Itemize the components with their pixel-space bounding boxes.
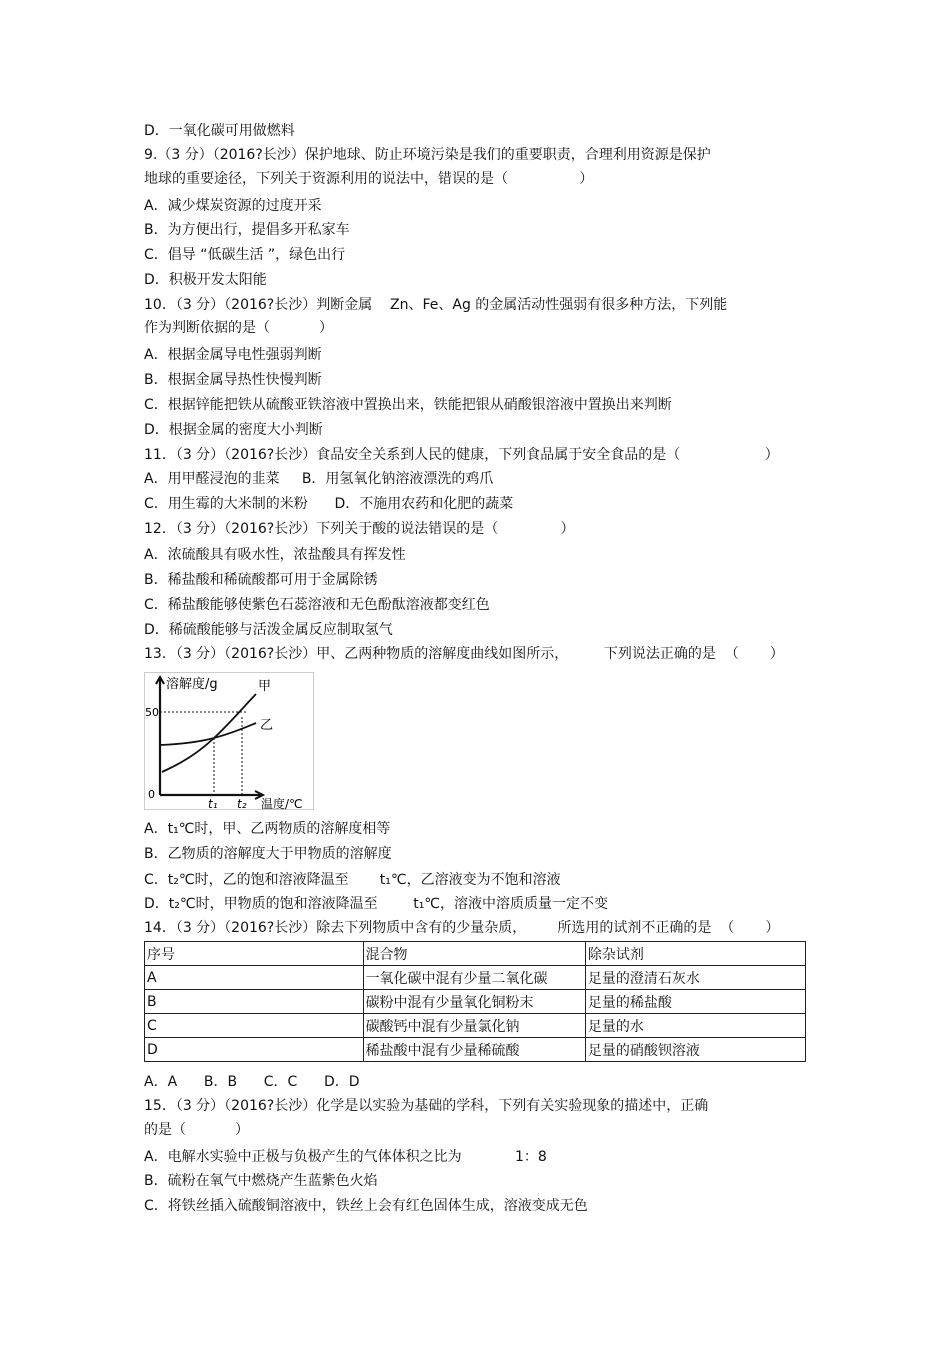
table-cell: 足量的硝酸钡溶液: [585, 1038, 805, 1062]
series-jia-label: 甲: [258, 679, 272, 694]
q12-option-c: C．稀盐酸能够使紫色石蕊溶液和无色酚酞溶液都变红色: [144, 597, 490, 613]
q10-stem-line1: 10．（3 分）（2016?长沙）判断金属 Zn、Fe、Ag 的金属活动性强弱有很多种方法，下列能: [144, 297, 728, 313]
x-tick-t1: t₁: [208, 797, 218, 810]
q13-option-b: B．乙物质的溶解度大于甲物质的溶解度: [144, 846, 392, 862]
table-row: [145, 966, 806, 990]
q13-option-c: C．t₂℃时，乙的饱和溶液降温至 t₁℃，乙溶液变为不饱和溶液: [144, 872, 561, 888]
x-tick-t2: t₂: [237, 797, 247, 810]
q12-option-b: B．稀盐酸和稀硫酸都可用于金属除锈: [144, 572, 378, 588]
q10-option-a: A．根据金属导电性强弱判断: [144, 347, 322, 363]
y-axis-label: 溶解度/g: [166, 677, 218, 692]
origin-label: 0: [148, 788, 155, 801]
q13-stem: 13．（3 分）（2016?长沙）甲、乙两种物质的溶解度曲线如图所示， 下列说法正确的是 （ ）: [144, 646, 784, 662]
table-header-row: [145, 942, 806, 966]
solubility-curve-figure: [144, 672, 314, 810]
q15-option-c: C．将铁丝插入硫酸铜溶液中，铁丝上会有红色固体生成，溶液变成无色: [144, 1198, 588, 1214]
q15-stem-line2: 的是（ ）: [144, 1122, 249, 1138]
table-cell: 碳酸钙中混有少量氯化钠: [363, 1014, 585, 1038]
table-row: [145, 990, 806, 1014]
table-cell: 足量的稀盐酸: [585, 990, 805, 1014]
q15-option-b: B．硫粉在氧气中燃烧产生蓝紫色火焰: [144, 1173, 378, 1189]
q12-option-a: A．浓硫酸具有吸水性，浓盐酸具有挥发性: [144, 547, 406, 563]
q13-option-d: D．t₂℃时，甲物质的饱和溶液降温至 t₁℃，溶液中溶质质量一定不变: [144, 896, 609, 912]
q10-option-d: D．根据金属的密度大小判断: [144, 422, 323, 438]
table-header-cell: 混合物: [363, 942, 585, 966]
series-yi-label: 乙: [260, 718, 274, 733]
q11-options-cd: C．用生霉的大米制的米粉 D．不施用农药和化肥的蔬菜: [144, 496, 514, 512]
table-cell: 足量的水: [585, 1014, 805, 1038]
q9-stem-line1: 9.（3 分）（2016?长沙）保护地球、防止环境污染是我们的重要职责，合理利用资源是保护: [144, 147, 711, 163]
q12-stem: 12．（3 分）（2016?长沙）下列关于酸的说法错误的是（ ）: [144, 521, 575, 537]
table-cell: D: [145, 1038, 364, 1062]
table-cell: A: [145, 966, 364, 990]
q10-option-b: B．根据金属导热性快慢判断: [144, 372, 322, 388]
table-cell: 足量的澄清石灰水: [585, 966, 805, 990]
q14-options: A．A B．B C．C D．D: [144, 1074, 360, 1090]
table-row: [145, 1014, 806, 1038]
q14-stem: 14．（3 分）（2016?长沙）除去下列物质中含有的少量杂质， 所选用的试剂不正确的是 （ ）: [144, 920, 780, 936]
q15-option-a: A．电解水实验中正极与负极产生的气体体积之比为 1：8: [144, 1149, 547, 1165]
table-cell: 碳粉中混有少量氧化铜粉末: [363, 990, 585, 1014]
table-header-cell: 除杂试剂: [585, 942, 805, 966]
table-cell: 稀盐酸中混有少量稀硫酸: [363, 1038, 585, 1062]
x-axis-label: 温度/℃: [261, 797, 303, 810]
q9-option-a: A．减少煤炭资源的过度开采: [144, 198, 322, 214]
q10-stem-line2: 作为判断依据的是（ ）: [144, 320, 333, 336]
y-tick-50: 50: [145, 706, 159, 719]
table-row: [145, 1038, 806, 1062]
q11-options-ab: A．用甲醛浸泡的韭菜 B．用氢氧化钠溶液漂洗的鸡爪: [144, 471, 494, 487]
q15-stem-line1: 15．（3 分）（2016?长沙）化学是以实验为基础的学科，下列有关实验现象的描述中，正确: [144, 1098, 709, 1114]
table-cell: 一氧化碳中混有少量二氧化碳: [363, 966, 585, 990]
q13-option-a: A．t₁℃时，甲、乙两物质的溶解度相等: [144, 821, 391, 837]
table-cell: B: [145, 990, 364, 1014]
q12-option-d: D．稀硫酸能够与活泼金属反应制取氢气: [144, 622, 393, 638]
table-cell: C: [145, 1014, 364, 1038]
q9-option-b: B．为方便出行，提倡多开私家车: [144, 222, 350, 238]
table-header-cell: 序号: [145, 942, 364, 966]
q9-option-c: C．倡导 “低碳生活 ”，绿色出行: [144, 247, 346, 263]
q10-option-c: C．根据锌能把铁从硫酸亚铁溶液中置换出来，铁能把银从硝酸银溶液中置换出来判断: [144, 397, 672, 413]
q14-table: [144, 941, 806, 1062]
q8-option-d: D．一氧化碳可用做燃料: [144, 123, 295, 139]
q9-option-d: D．积极开发太阳能: [144, 272, 267, 288]
q11-stem: 11．（3 分）（2016?长沙）食品安全关系到人民的健康，下列食品属于安全食品的是（ ）: [144, 447, 779, 463]
q9-stem-line2: 地球的重要途径，下列关于资源利用的说法中，错误的是（ ）: [144, 171, 594, 187]
